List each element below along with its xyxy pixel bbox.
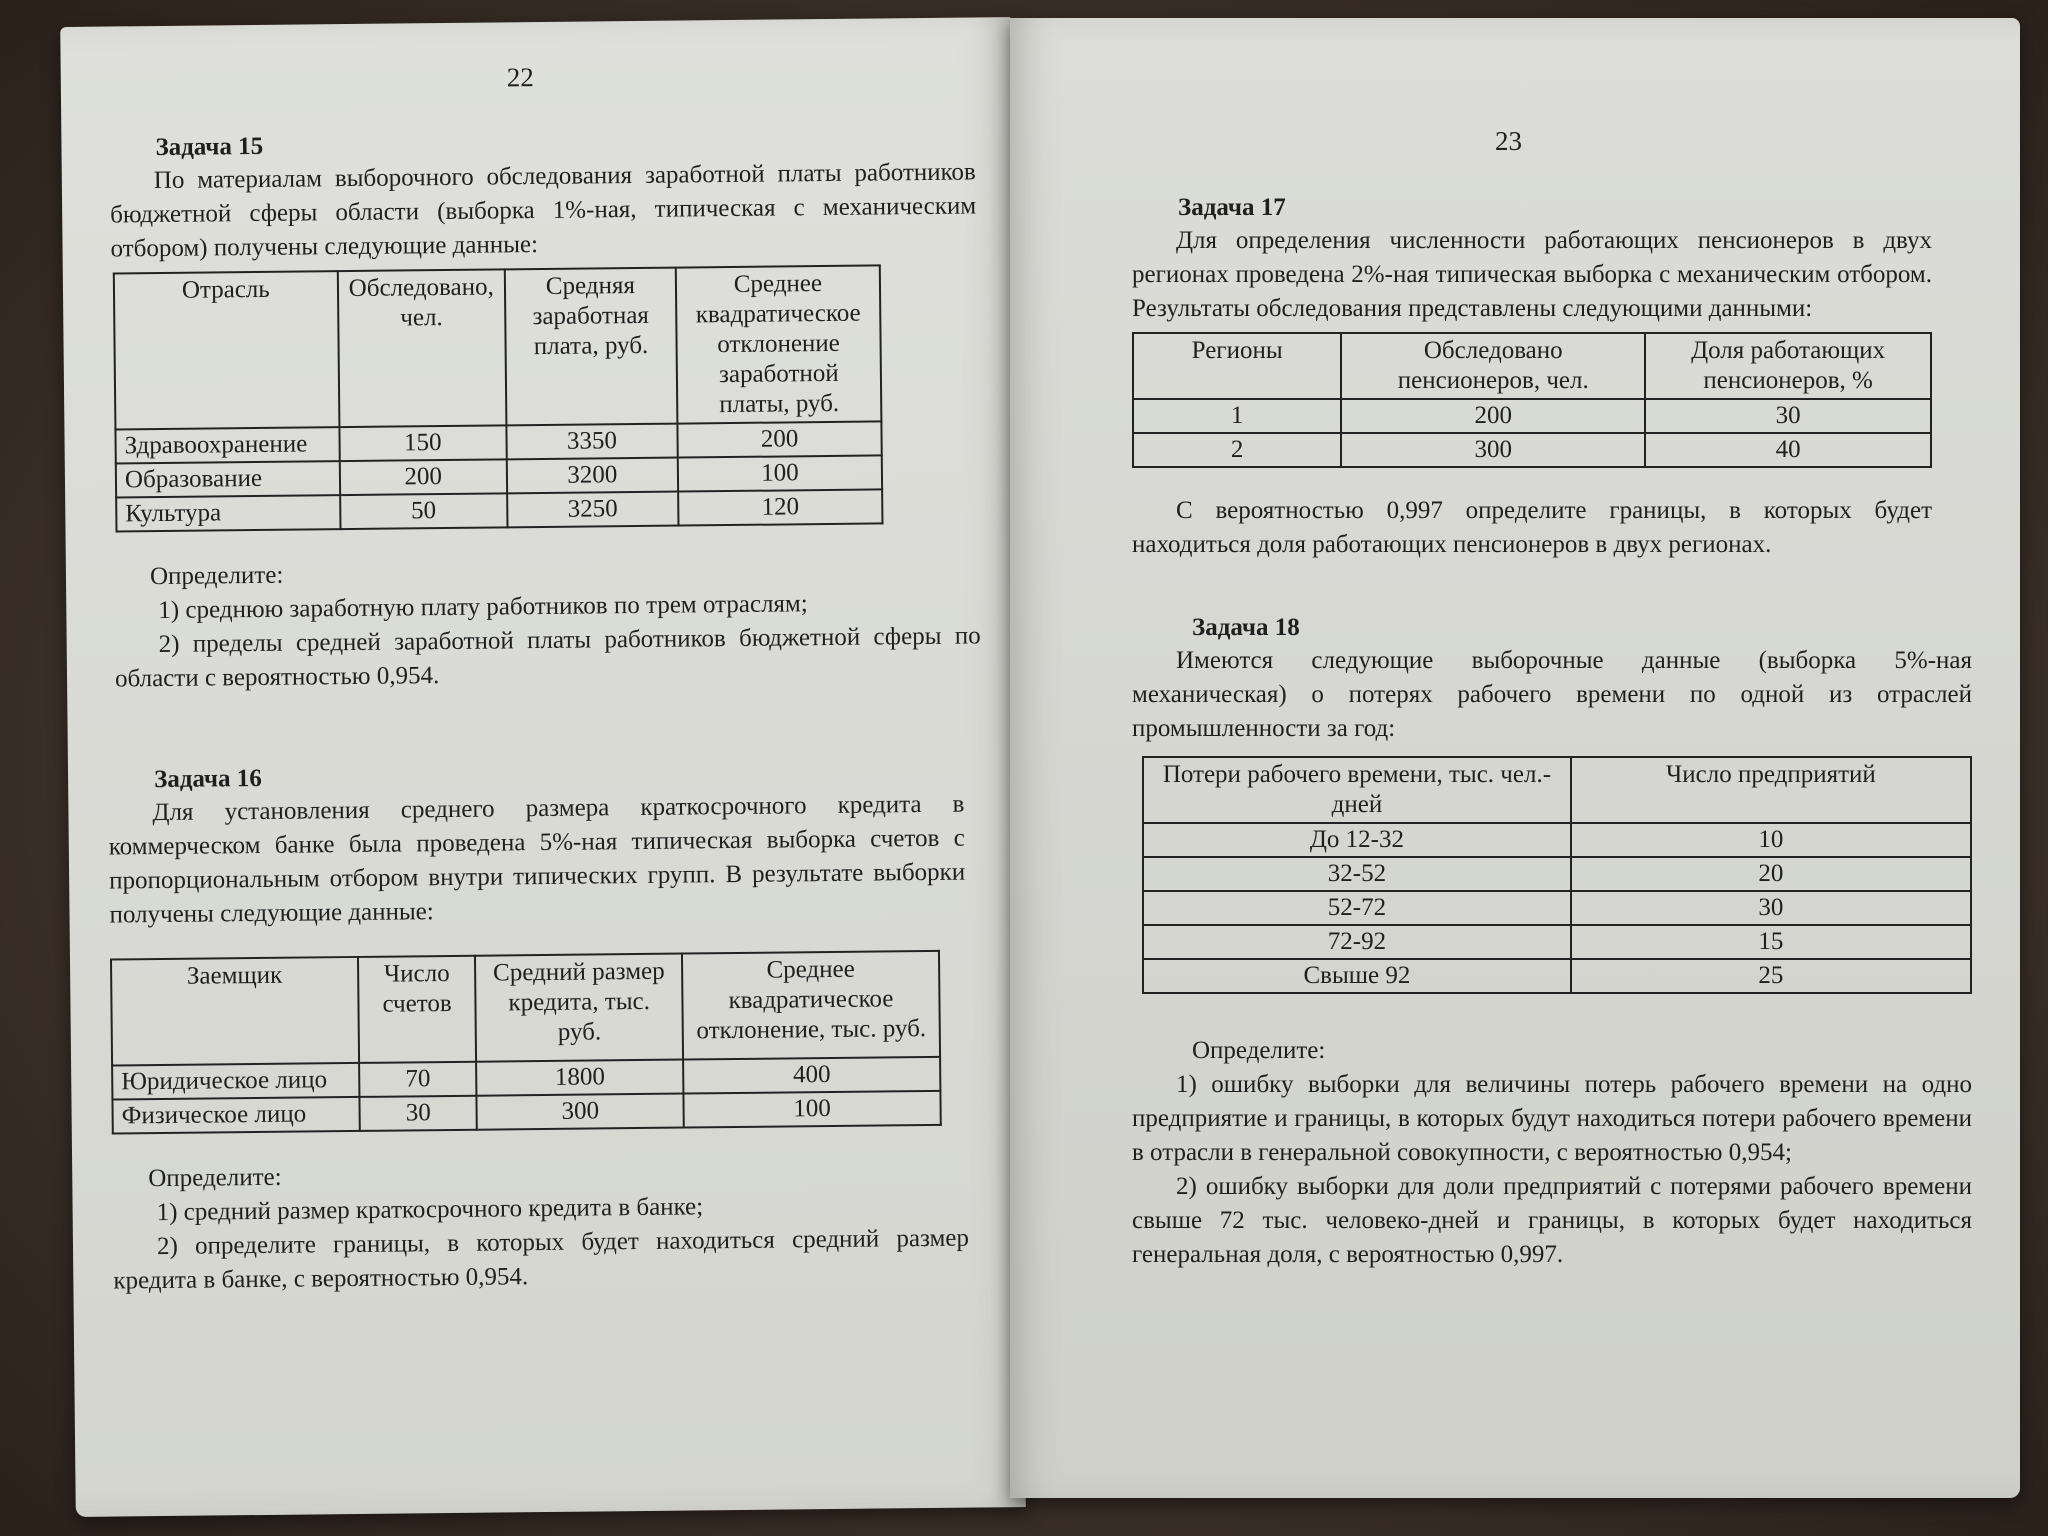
task-15-intro: По материалам выборочного обследования заработной платы работников бюджетной сферы области (выборка 1%-ная, типическая с механическим отбором) получены следующие данные: [110, 158, 977, 263]
task-16 [108, 758, 970, 1299]
table-header: Заемщик [111, 957, 359, 1066]
table-cell: 400 [683, 1057, 940, 1094]
table-row [1133, 399, 1931, 433]
table-cell: 15 [1571, 925, 1971, 959]
table-cell: 25 [1571, 959, 1971, 993]
table-cell: 200 [339, 459, 507, 495]
task-16-determine: Определите: [148, 1163, 282, 1193]
table-cell: 32-52 [1143, 857, 1571, 891]
task-15 [109, 125, 981, 696]
table-header: Средняя заработная плата, руб. [505, 268, 678, 426]
table-cell: 3200 [507, 458, 678, 494]
table-cell: 20 [1571, 857, 1971, 891]
table-row [112, 1091, 940, 1134]
table-header: Обследовано пенсионеров, чел. [1341, 333, 1645, 399]
table-row [1143, 891, 1971, 925]
task-15-table [113, 264, 884, 532]
table-cell: 300 [477, 1094, 684, 1130]
table-header-row [1143, 757, 1971, 823]
table-cell: 3250 [507, 492, 678, 528]
table-row [1143, 857, 1971, 891]
table-header: Число счетов [358, 956, 477, 1063]
task-18-intro: Имеются следующие выборочные данные (выборка 5%-ная механическая) о потерях рабочего времени по одной из отраслей промышленности за год: [1132, 647, 1972, 742]
table-cell: 70 [359, 1062, 477, 1097]
table-row [1133, 433, 1931, 467]
table-cell: Образование [116, 461, 340, 497]
task-16-item-2: 2) определите границы, в которых будет находиться средний размер кредита в банке, с вероятностью 0,954. [113, 1224, 970, 1295]
task-18-title: Задача 18 [1192, 614, 1300, 641]
task-18 [1132, 614, 1972, 1272]
table-cell: 30 [1645, 399, 1931, 433]
table-cell: Юридическое лицо [112, 1063, 359, 1100]
task-18-item-1: 1) ошибку выборки для величины потерь рабочего времени на одно предприятие и границы, в которых будут находиться потери рабочего времени в отрасли в генеральной совокупности, с вероятностью 0,954; [1132, 1071, 1972, 1166]
table-cell: 3350 [506, 424, 677, 460]
table-cell: 200 [677, 421, 881, 457]
table-header: Доля работающих пенсионеров, % [1645, 333, 1931, 399]
task-16-intro: Для установления среднего размера краткосрочного кредита в коммерческом банке была проведена 5%-ная типическая выборка счетов с пропорциональным отбором внутри типических групп. В результате выборки получены следующие данные: [108, 790, 966, 929]
table-header: Регионы [1133, 333, 1341, 399]
task-17-conclusion: С вероятностью 0,997 определите границы, в которых будет находиться доля работающих пенсионеров в двух регионах. [1132, 497, 1932, 558]
table-header: Средний размер кредита, тыс. руб. [475, 954, 683, 1062]
table-cell: 52-72 [1143, 891, 1571, 925]
table-cell: 1 [1133, 399, 1341, 433]
task-15-title: Задача 15 [155, 132, 264, 162]
table-header-row [111, 951, 940, 1066]
table-cell: 300 [1341, 433, 1645, 467]
table-cell: 30 [1571, 891, 1971, 925]
page-number-right: 23 [1495, 126, 1522, 156]
table-cell: 200 [1341, 399, 1645, 433]
table-cell: 100 [678, 455, 882, 491]
page-number-left: 22 [506, 62, 534, 93]
task-17-intro: Для определения численности работающих пенсионеров в двух регионах проведена 2%-ная типическая выборка с механическим отбором. Результаты обследования представлены следующими данными: [1132, 227, 1932, 322]
table-cell: 100 [683, 1091, 940, 1128]
table-cell: Физическое лицо [112, 1097, 359, 1134]
table-header: Среднее квадратическое отклонение заработной платы, руб. [676, 265, 882, 423]
table-header-row [114, 265, 882, 429]
task-17-title: Задача 17 [1178, 194, 1286, 221]
table-cell: 120 [678, 489, 882, 525]
table-cell: 10 [1571, 823, 1971, 857]
table-header: Отрасль [114, 271, 339, 429]
table-header: Обследовано, чел. [337, 269, 506, 427]
task-15-item-1: 1) среднюю заработную плату работников по трем отраслям; [158, 590, 808, 625]
task-15-item-2: 2) пределы средней заработной платы работников бюджетной сферы по области с вероятностью 0,954. [114, 622, 981, 693]
table-cell: 30 [359, 1096, 477, 1131]
table-cell: До 12-32 [1143, 823, 1571, 857]
table-row [1143, 959, 1971, 993]
table-cell: 1800 [476, 1060, 683, 1096]
table-header-row [1133, 333, 1931, 399]
task-18-determine: Определите: [1192, 1037, 1326, 1064]
table-cell: 40 [1645, 433, 1931, 467]
table-row [1143, 925, 1971, 959]
task-18-item-2: 2) ошибку выборки для доли предприятий с потерями рабочего времени свыше 72 тыс. человеко-дней и границы, в которых будет находиться генеральная доля, с вероятностью 0,997. [1132, 1173, 1972, 1268]
table-cell: 50 [340, 493, 508, 529]
table-cell: Культура [116, 495, 340, 531]
table-header: Число предприятий [1571, 757, 1971, 823]
right-page [1010, 18, 2020, 1498]
table-header: Потери рабочего времени, тыс. чел.-дней [1143, 757, 1571, 823]
task-16-table [110, 950, 942, 1135]
table-header: Среднее квадратическое отклонение, тыс. руб. [682, 951, 940, 1060]
task-16-title: Задача 16 [153, 764, 262, 794]
task-16-item-1: 1) средний размер краткосрочного кредита в банке; [156, 1193, 704, 1227]
table-cell: Свыше 92 [1143, 959, 1571, 993]
table-cell: Здравоохранение [115, 427, 339, 463]
task-15-determine: Определите: [149, 561, 284, 591]
table-cell: 72-92 [1143, 925, 1571, 959]
table-row [116, 489, 882, 531]
task-17 [1132, 194, 1932, 562]
table-row [1143, 823, 1971, 857]
left-page [60, 17, 1026, 1517]
task-18-table [1142, 756, 1972, 994]
task-17-table [1132, 332, 1932, 468]
table-cell: 150 [339, 425, 507, 461]
table-cell: 2 [1133, 433, 1341, 467]
